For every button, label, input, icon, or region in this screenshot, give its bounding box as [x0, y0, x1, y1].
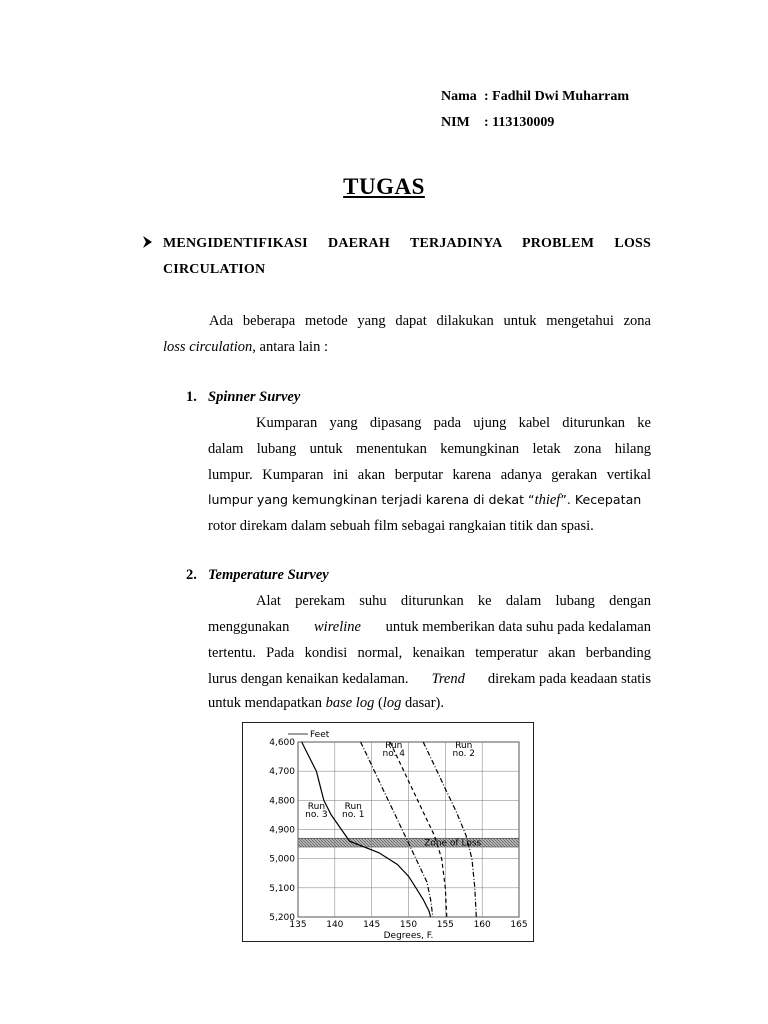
y-tick-label: 4,900	[269, 825, 295, 836]
x-tick-label: 135	[289, 920, 307, 930]
section-heading-line2: CIRCULATION	[163, 262, 266, 277]
series-label-sub-run-no-3: no. 3	[305, 810, 328, 821]
series-label-sub-run-no-4: no. 4	[382, 748, 406, 759]
x-tick-label: 160	[473, 920, 491, 930]
method1-line3: lumpur. Kumparan ini akan berputar karena adanya gerakan vertikal	[208, 467, 651, 483]
trend-term: Trend	[431, 671, 465, 687]
method2-line2-pre: menggunakan	[208, 619, 290, 635]
x-axis-title: Degrees, F.	[383, 931, 434, 941]
thief-term: thief	[534, 492, 561, 508]
method2-line4-post: direkam pada keadaan statis	[487, 671, 651, 687]
method2-line5-post: dasar).	[401, 695, 444, 711]
page-title: TUGAS	[343, 174, 425, 199]
section-heading-line1: MENGIDENTIFIKASI DAERAH TERJADINYA PROBLEM LOSS	[163, 236, 651, 251]
method2-line5-pre: untuk mendapatkan	[208, 695, 322, 711]
method1-title-text: Spinner Survey	[208, 389, 301, 405]
method1-title	[208, 389, 300, 406]
y-tick-label: 4,700	[269, 767, 295, 778]
intro-italic-term: loss circulation	[163, 339, 253, 355]
x-tick-label: 145	[363, 920, 381, 930]
method2-line1: Alat perekam suhu diturunkan ke dalam lubang dengan	[256, 593, 651, 609]
x-tick-label: 155	[436, 920, 454, 930]
method2-line4-pre: lurus dengan kenaikan kedalaman.	[208, 671, 409, 687]
method1-line5: rotor direkam dalam sebuah film sebagai rangkaian titik dan spasi.	[208, 518, 594, 534]
log-term: log	[382, 695, 402, 711]
intro-line2-rest: , antara lain :	[252, 339, 328, 355]
arrowhead-bullet-icon	[142, 235, 154, 254]
method1-line2: dalam lubang untuk menentukan kemungkinan letak zona hilang	[208, 441, 651, 457]
x-tick-label: 165	[510, 920, 528, 930]
method2-line4	[208, 671, 651, 688]
wireline-term: wireline	[314, 619, 361, 635]
temperature-log-chart-svg	[243, 723, 533, 941]
x-tick-label: 140	[326, 920, 344, 930]
name-label: Nama	[441, 89, 477, 104]
zone-of-loss-label: Zone of Loss	[424, 838, 482, 849]
intro-line2	[163, 339, 328, 356]
temperature-log-chart	[242, 722, 534, 942]
method2-line3: tertentu. Pada kondisi normal, kenaikan temperatur akan berbanding	[208, 645, 651, 661]
nim-value: : 113130009	[484, 115, 555, 130]
intro-line1: Ada beberapa metode yang dapat dilakukan untuk mengetahui zona	[209, 313, 651, 329]
series-label-run-no-2: Run	[455, 740, 473, 751]
method2-title	[208, 567, 329, 584]
base-log-term: base log	[325, 695, 375, 711]
method2-title-text: Temperature Survey	[208, 567, 329, 583]
y-tick-label: 5,200	[269, 913, 295, 923]
method2-line5	[208, 695, 444, 712]
method2-line2-post: untuk memberikan data suhu pada kedalaman	[385, 619, 651, 635]
method2-line2	[208, 619, 651, 636]
series-label-sub-run-no-2: no. 2	[452, 748, 475, 759]
series-label-sub-run-no-1: no. 1	[342, 810, 365, 821]
name-value: : Fadhil Dwi Muharram	[484, 89, 630, 104]
y-tick-label: 5,000	[269, 854, 295, 865]
series-label-run-no-4: Run	[385, 740, 403, 751]
method1-line4-post: ”. Kecepatan	[560, 492, 642, 507]
x-tick-label: 150	[399, 920, 418, 930]
y-tick-label: 5,100	[269, 883, 295, 894]
method1-line1: Kumparan yang dipasang pada ujung kabel diturunkan ke	[256, 415, 651, 431]
nim-label: NIM	[441, 115, 470, 130]
y-tick-label: 4,600	[269, 738, 295, 748]
series-label-run-no-1: Run	[344, 802, 362, 813]
series-label-run-no-3: Run	[307, 802, 326, 813]
method1-line4-pre: lumpur yang kemungkinan terjadi karena di dekat “	[208, 492, 535, 507]
y-axis-title: Feet	[310, 730, 330, 740]
y-tick-label: 4,800	[269, 796, 295, 807]
method1-line4	[208, 492, 651, 509]
method1-number: 1.	[186, 389, 197, 405]
method2-number: 2.	[186, 567, 197, 583]
method2-line5-mid: (	[374, 695, 383, 711]
